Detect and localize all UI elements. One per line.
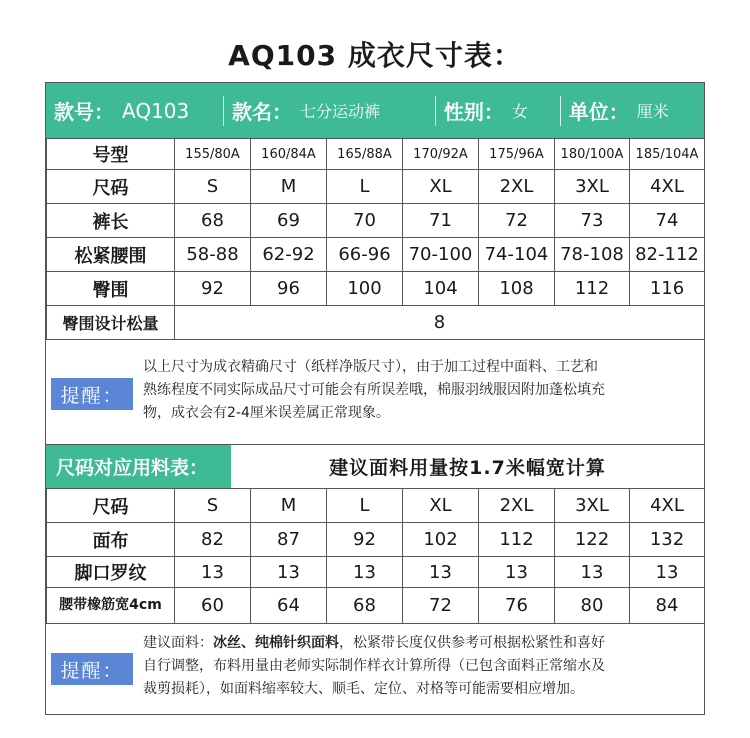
table-cell: 13 [327,557,403,588]
table-cell: 3XL [555,489,630,523]
table-cell: 13 [555,557,630,588]
table-cell: S [175,489,251,523]
fabric-reminder-text [143,632,605,701]
table-cell: 76 [479,588,555,624]
row-header: 松紧腰围 [47,238,175,272]
table-cell: 70 [327,204,403,238]
fabric-reminder-tag: 提醒： [51,653,133,685]
style-number-value: AQ103 [122,98,190,123]
table-cell: 4XL [630,170,705,204]
table-cell: M [251,170,327,204]
table-row [47,523,705,557]
table-cell: 116 [630,272,705,306]
table-cell: 92 [175,272,251,306]
header-divider [223,96,224,126]
unit-key: 单位： [568,100,629,124]
table-cell: 60 [175,588,251,624]
table-row [47,489,705,523]
table-cell: 132 [630,523,705,557]
table-cell: 13 [175,557,251,588]
header-divider [560,96,561,126]
table-cell: 82 [175,523,251,557]
table-cell: 84 [630,588,705,624]
table-cell: 13 [251,557,327,588]
row-header: 尺码 [47,489,175,523]
table-cell: 100 [327,272,403,306]
ease-value: 8 [175,306,705,340]
row-header: 尺码 [47,170,175,204]
row-header: 号型 [47,139,175,170]
table-cell: 13 [479,557,555,588]
reminder-note [46,339,704,445]
table-cell: 2XL [479,489,555,523]
table-cell: 102 [403,523,479,557]
table-cell: 74 [630,204,705,238]
table-cell: 66-96 [327,238,403,272]
fabric-calc-note: 建议面料用量按1.7米幅宽计算 [329,457,606,479]
table-cell: 175/96A [479,139,555,170]
table-cell: 78-108 [555,238,630,272]
row-header: 面布 [47,523,175,557]
gender-value: 女 [511,102,528,121]
table-cell: L [327,170,403,204]
table-row [47,306,705,340]
table-row [47,557,705,588]
table-cell: 68 [175,204,251,238]
table-cell: 69 [251,204,327,238]
table-cell: S [175,170,251,204]
table-row [47,272,705,306]
table-cell: 74-104 [479,238,555,272]
table-cell: 180/100A [555,139,630,170]
table-row [47,588,705,624]
reminder-line: 自行调整，布料用量由老师实际制作样衣计算所得（已包含面料正常缩水及 [143,658,605,674]
table-cell: 3XL [555,170,630,204]
page-title: AQ103 成衣尺寸表： [228,39,522,72]
table-cell: 87 [251,523,327,557]
table-cell: 70-100 [403,238,479,272]
table-cell: 82-112 [630,238,705,272]
fabric-section-label: 尺码对应用料表： [46,445,231,488]
reminder-line: 物，成衣会有2-4厘米误差属正常现象。 [143,405,390,421]
table-row [47,170,705,204]
reminder-line: 裁剪损耗），如面料缩率较大、顺毛、定位、对格等可能需要相应增加。 [143,681,584,697]
table-cell: 64 [251,588,327,624]
table-row [47,139,705,170]
table-cell: 185/104A [630,139,705,170]
table-cell: XL [403,170,479,204]
table-cell: 92 [327,523,403,557]
table-cell: 112 [479,523,555,557]
size-table [46,138,705,340]
table-cell: 73 [555,204,630,238]
reminder-line: 以上尺寸为成衣精确尺寸（纸样净版尺寸），由于加工过程中面料、工艺和 [143,359,598,375]
info-header [46,83,704,138]
table-cell: 13 [403,557,479,588]
reminder-line: 熟练程度不同实际成品尺寸可能会有所误差哦，棉服羽绒服因附加蓬松填充 [143,382,605,398]
table-cell: 58-88 [175,238,251,272]
table-cell: 68 [327,588,403,624]
table-cell: L [327,489,403,523]
table-cell: M [251,489,327,523]
gender [436,96,560,126]
style-name-key: 款名： [232,100,293,124]
header-divider [435,96,436,126]
fabric-table [46,488,705,624]
table-cell: 122 [555,523,630,557]
row-header: 裤长 [47,204,175,238]
table-cell: 2XL [479,170,555,204]
table-cell: 4XL [630,489,705,523]
table-cell: 80 [555,588,630,624]
row-header: 腰带橡筋宽4cm [47,588,175,624]
table-cell: 165/88A [327,139,403,170]
style-name-value: 七分运动裤 [300,102,381,121]
table-cell: 71 [403,204,479,238]
table-cell: XL [403,489,479,523]
row-header: 脚口罗纹 [47,557,175,588]
table-cell: 96 [251,272,327,306]
fabric-section-bar [46,445,704,489]
table-cell: 72 [403,588,479,624]
table-cell: 160/84A [251,139,327,170]
style-number-key: 款号： [54,100,114,124]
reminder-line [143,632,605,655]
recommended-fabric: 冰丝、纯棉针织面料 [213,635,339,651]
style-name [224,96,435,126]
table-cell: 108 [479,272,555,306]
row-header: 臀围设计松量 [47,306,175,340]
table-cell: 155/80A [175,139,251,170]
table-cell: 72 [479,204,555,238]
table-cell: 13 [630,557,705,588]
reminder-prefix: 建议面料： [143,635,213,651]
reminder-rest: ，松紧带长度仅供参考可根据松紧性和喜好 [339,635,605,651]
unit-value: 厘米 [636,102,669,121]
row-header: 臀围 [47,272,175,306]
table-row [47,204,705,238]
reminder-tag: 提醒： [51,378,133,410]
table-cell: 62-92 [251,238,327,272]
reminder-text [143,356,605,425]
table-cell: 170/92A [403,139,479,170]
fabric-reminder-note [46,624,704,714]
gender-key: 性别： [443,100,504,124]
table-row [47,238,705,272]
table-cell: 104 [403,272,479,306]
style-number [46,96,223,126]
unit [561,96,704,126]
table-cell: 112 [555,272,630,306]
size-chart-sheet [45,82,705,715]
